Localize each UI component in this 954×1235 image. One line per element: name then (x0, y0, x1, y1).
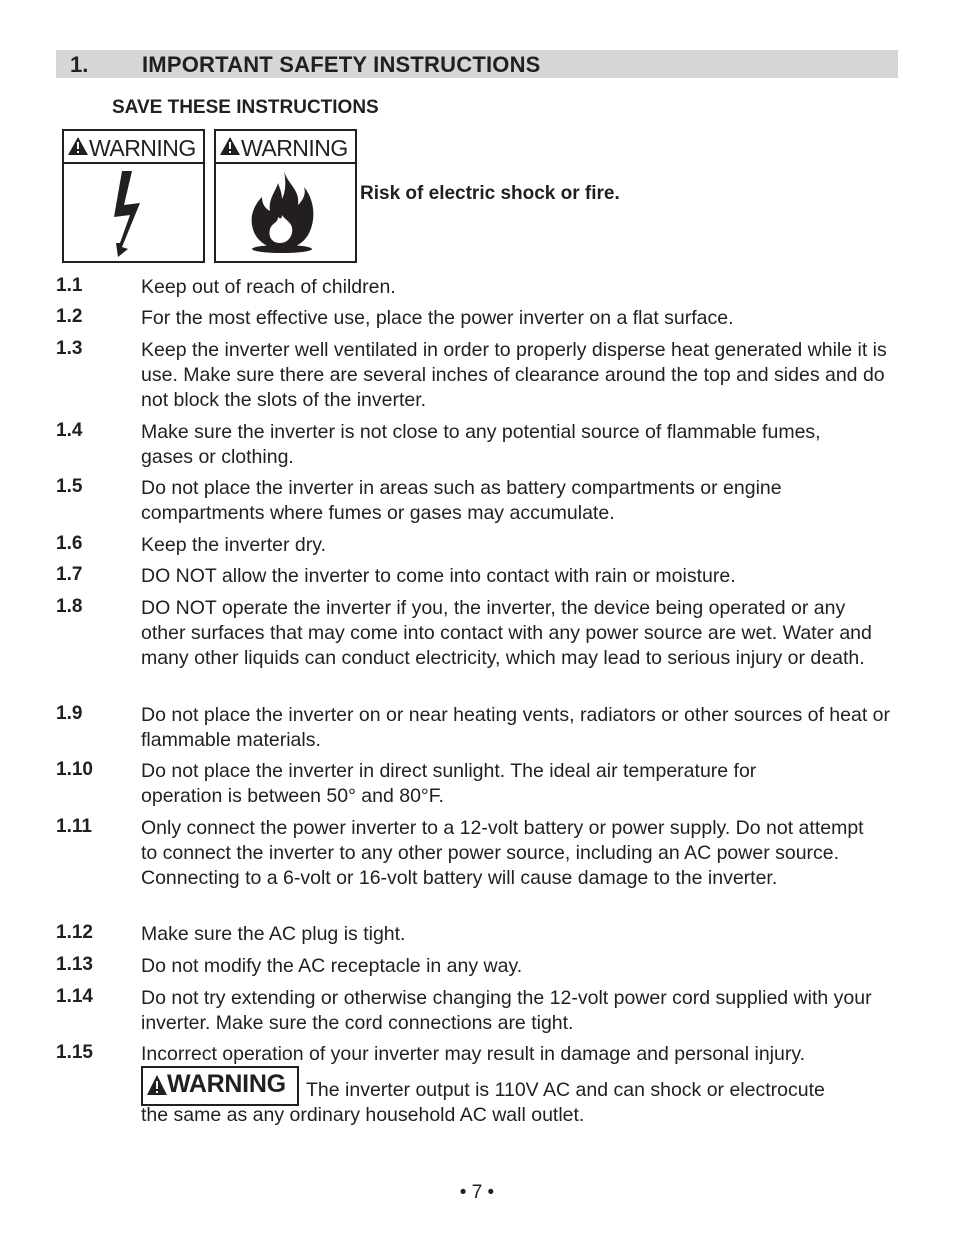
item-number: 1.5 (56, 476, 83, 497)
item-number: 1.10 (56, 759, 93, 780)
item-number: 1.12 (56, 922, 93, 943)
warning-fire-box (214, 129, 357, 263)
warning-electric-shock-box (62, 129, 205, 263)
warning-triangle-icon (219, 136, 241, 156)
item-text: Do not try extending or otherwise changing the 12-volt power cord supplied with your inverter. Make sure the cord connections are tight. (141, 987, 872, 1034)
inline-warning-box (141, 1066, 299, 1106)
item-number: 1.11 (56, 816, 92, 837)
item-text: DO NOT allow the inverter to come into contact with rain or moisture. (141, 565, 736, 587)
item-text: Do not place the inverter in direct sunlight. The ideal air temperature for operation is between 50° and 80°F. (141, 760, 757, 807)
item-text: Do not place the inverter in areas such as battery compartments or engine compartments where fumes or gases may accumulate. (141, 477, 782, 524)
warning-label: WARNING (89, 135, 196, 161)
item-text: For the most effective use, place the power inverter on a flat surface. (141, 307, 734, 329)
warning-header (216, 131, 355, 164)
item-number: 1.4 (56, 420, 83, 441)
electric-shock-icon (108, 169, 152, 257)
item-text: Keep the inverter dry. (141, 534, 326, 556)
warning-header (64, 131, 203, 164)
item-number: 1.7 (56, 564, 83, 585)
item-number: 1.13 (56, 954, 93, 975)
item-number: 1.2 (56, 306, 83, 327)
item-text: Make sure the AC plug is tight. (141, 923, 406, 945)
item-text: Only connect the power inverter to a 12-volt battery or power supply. Do not attempt to connect the inverter to any other power source, including an AC power source. Connecting to a 6-volt or 16-volt battery will cause damage to the inverter. (141, 817, 864, 889)
final-warning-line-1: The inverter output is 110V AC and can shock or electrocute (306, 1079, 825, 1101)
section-title: IMPORTANT SAFETY INSTRUCTIONS (142, 52, 541, 77)
item-number: 1.14 (56, 986, 93, 1007)
item-number: 1.9 (56, 703, 83, 724)
section-number: 1. (70, 52, 89, 77)
warning-label: WARNING (241, 135, 348, 161)
save-instructions-heading: SAVE THESE INSTRUCTIONS (112, 97, 379, 118)
item-number: 1.1 (56, 275, 83, 296)
item-text: Do not modify the AC receptacle in any way. (141, 955, 523, 977)
warning-triangle-icon (67, 136, 89, 156)
item-text: Keep out of reach of children. (141, 276, 396, 298)
item-number: 1.8 (56, 596, 83, 617)
item-number: 1.15 (56, 1042, 93, 1063)
item-text: DO NOT operate the inverter if you, the inverter, the device being operated or any other surfaces that may come into contact with any power source are wet. Water and many other liquids can conduct electricity, which may lead to serious injury or death. (141, 597, 872, 669)
warning-triangle-icon (146, 1074, 168, 1096)
item-text: Incorrect operation of your inverter may result in damage and personal injury. (141, 1043, 806, 1065)
page-number: • 7 • (459, 1182, 495, 1203)
section-header (56, 50, 898, 78)
risk-text: Risk of electric shock or fire. (360, 183, 620, 204)
item-text: Do not place the inverter on or near heating vents, radiators or other sources of heat or flammable materials. (141, 704, 891, 751)
item-number: 1.6 (56, 533, 83, 554)
warning-label: WARNING (167, 1070, 286, 1098)
final-warning-line-2: the same as any ordinary household AC wall outlet. (141, 1104, 585, 1126)
fire-icon (248, 169, 318, 253)
item-number: 1.3 (56, 338, 83, 359)
item-text: Make sure the inverter is not close to any potential source of flammable fumes, gases or clothing. (141, 421, 821, 468)
item-text: Keep the inverter well ventilated in order to properly disperse heat generated while it is use. Make sure there are several inches of clearance around the top and sides and do not block the slots of the inverter. (141, 339, 887, 411)
